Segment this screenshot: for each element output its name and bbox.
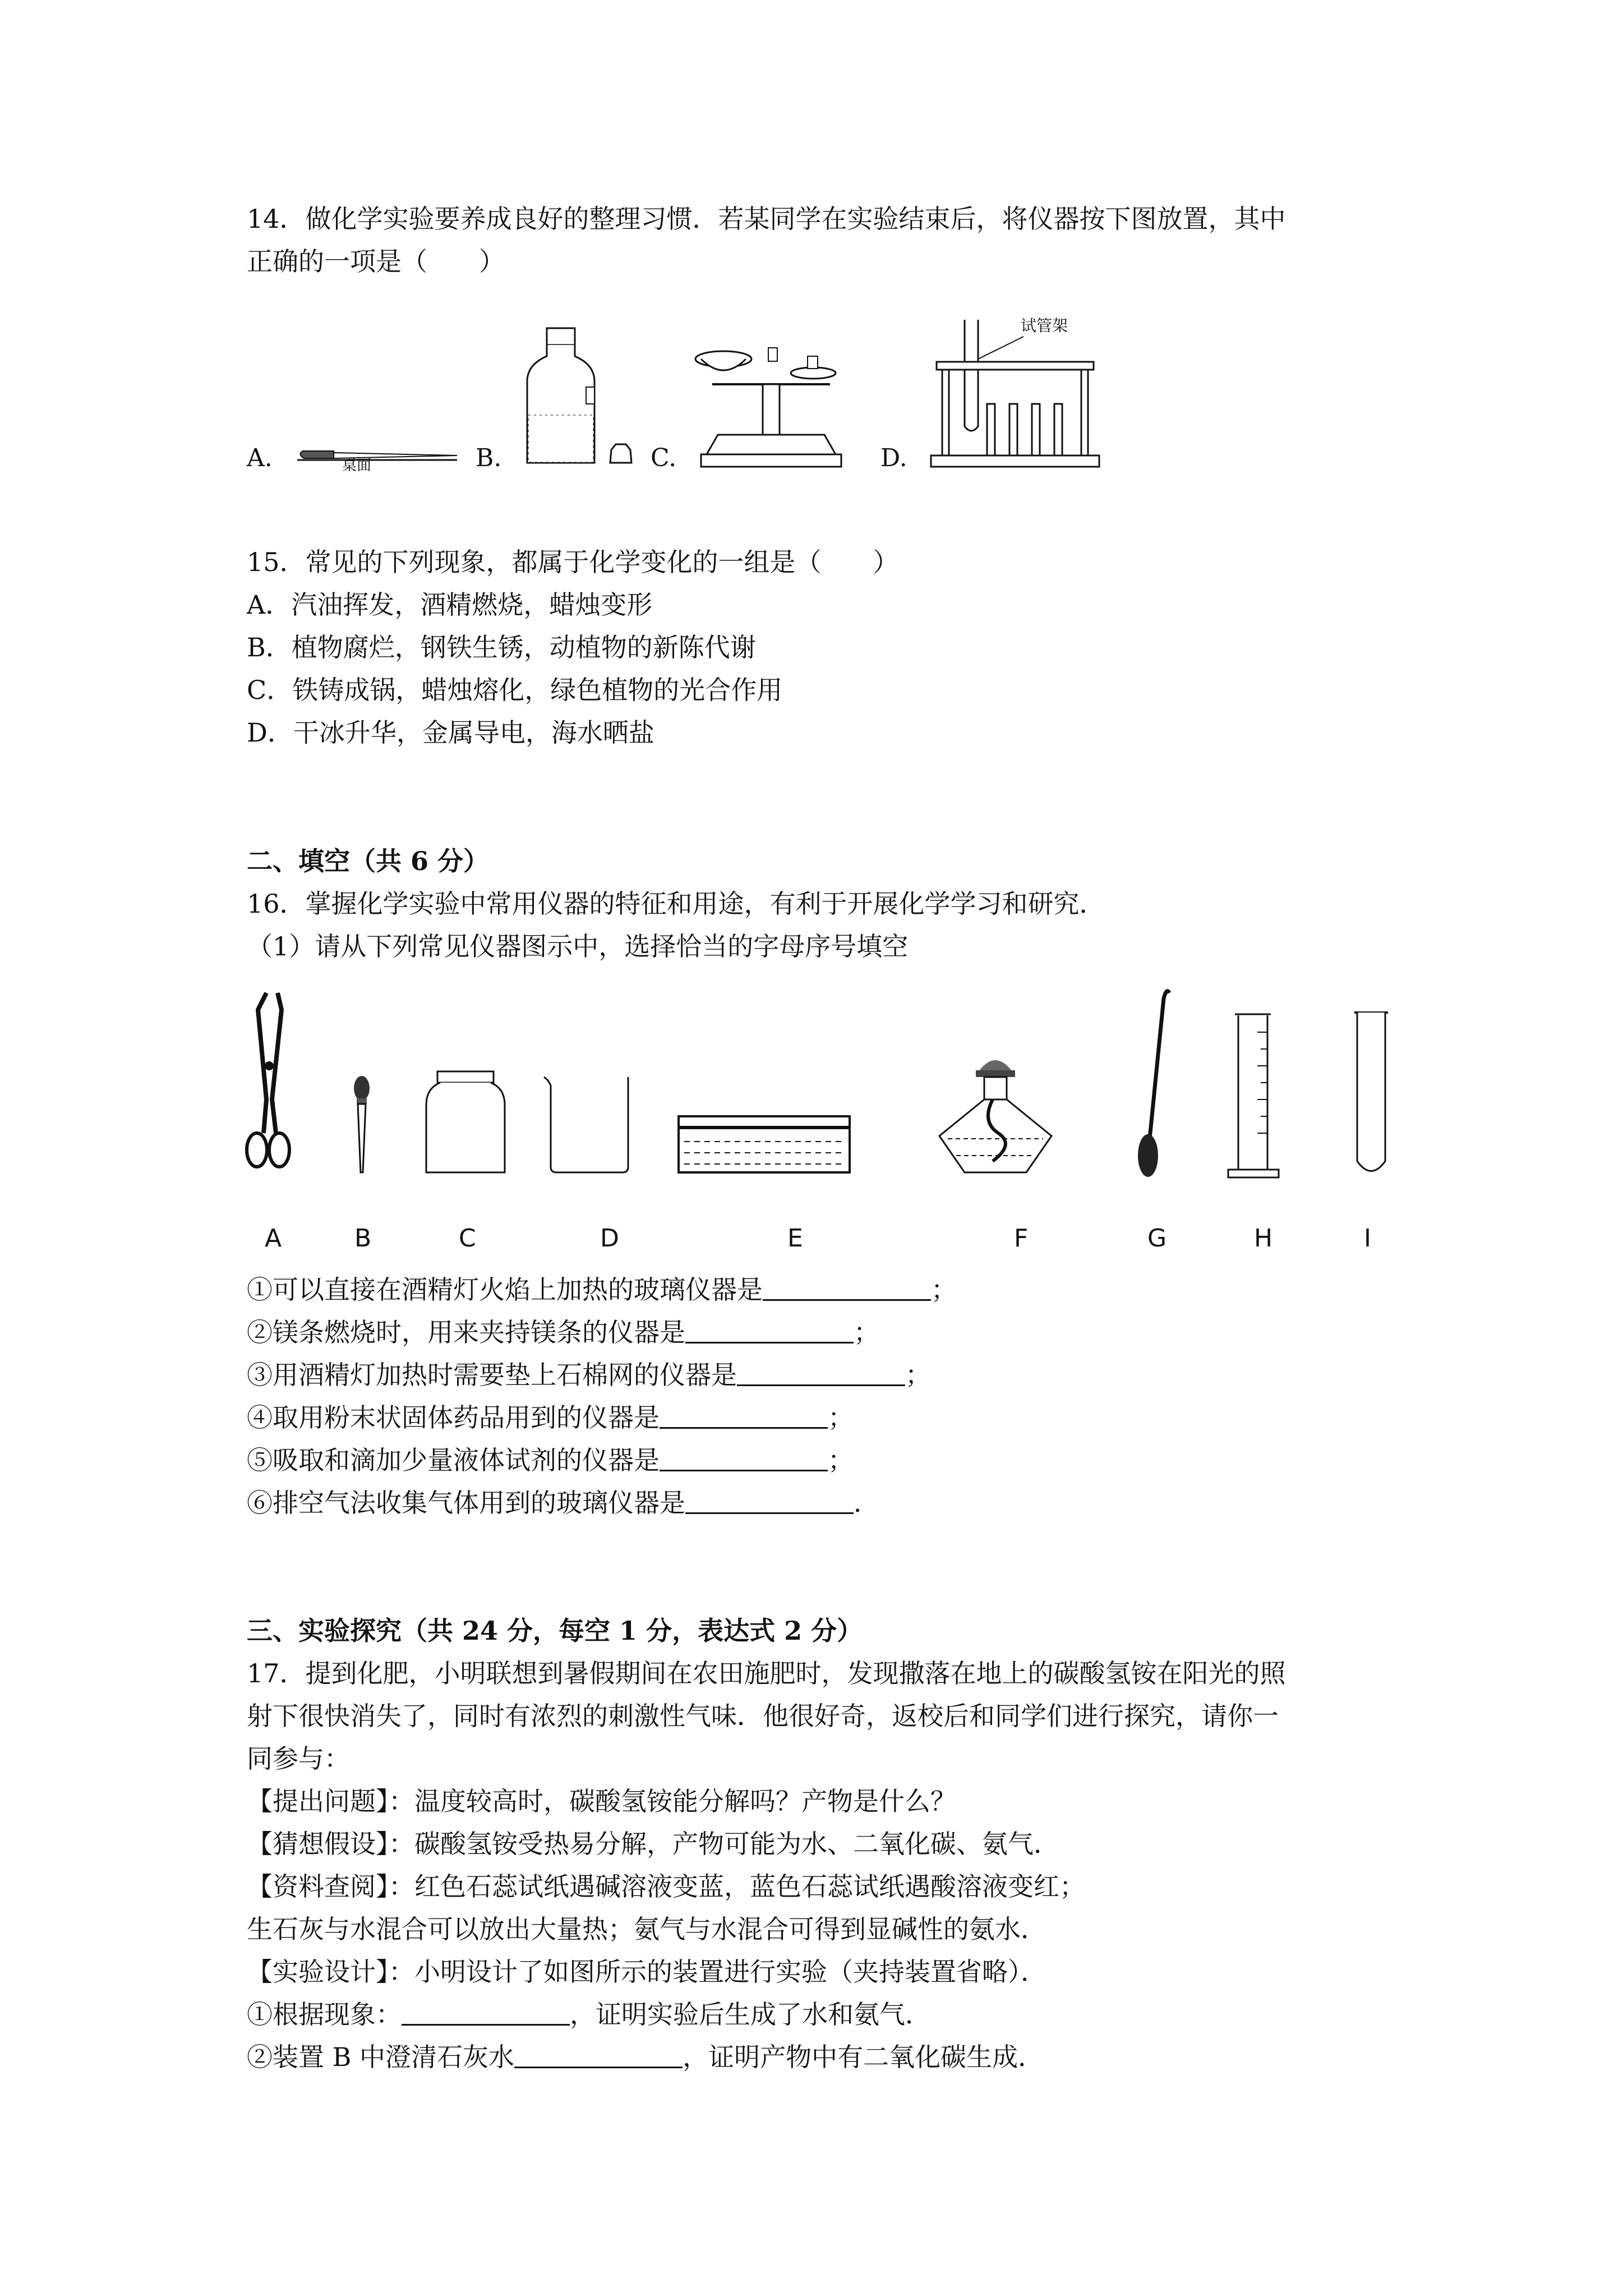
q16-item-2: ②镁条燃烧时，用来夹持镁条的仪器是 ； — [247, 1317, 879, 1347]
q16-item-1: ①可以直接在酒精灯火焰上加热的玻璃仪器是 ； — [247, 1274, 957, 1305]
instruments-figure — [241, 987, 1408, 1245]
q16-stem: 16．掌握化学实验中常用仪器的特征和用途，有利于开展化学学习和研究． — [247, 889, 1105, 919]
q17-line-1: 17．提到化肥，小明联想到暑假期间在农田施肥时，发现撒落在地上的碳酸氢铵在阳光的照 — [247, 1658, 1286, 1688]
q14-option-b-label: B. — [476, 444, 502, 472]
q14-stem-line2: 正确的一项是（ ） — [247, 246, 505, 277]
answer-blank-6[interactable] — [685, 1490, 854, 1514]
q17-line-8: 【实验设计】：小明设计了如图所示的装置进行实验（夹持装置省略）． — [247, 1957, 1046, 1987]
instrument-label-f: F — [1014, 1224, 1029, 1253]
q15-option-a: A．汽油挥发，酒精燃烧，蜡烛变形 — [247, 590, 653, 620]
q16-item-6: ⑥排空气法收集气体用到的玻璃仪器是 ． — [247, 1488, 879, 1518]
beaker-icon — [544, 1077, 628, 1172]
q17-line-2: 射下很快消失了，同时有浓烈的刺激性气味．他很好奇，返校后和同学们进行探究，请你一 — [247, 1701, 1279, 1731]
instrument-label-c: C — [459, 1224, 476, 1253]
q17-line-6: 【资料查阅】：红色石蕊试纸遇碱溶液变蓝，蓝色石蕊试纸遇酸溶液变红； — [247, 1871, 1085, 1902]
q14-option-a-label: A. — [247, 444, 273, 472]
graduated-cylinder-icon — [1228, 1014, 1279, 1177]
crucible-tongs-icon — [247, 993, 289, 1167]
dropper-on-desk-figure — [292, 443, 460, 474]
answer-blank-5[interactable] — [660, 1447, 828, 1471]
reagent-bottle-figure — [522, 325, 645, 471]
q14-option-c-label: C. — [651, 444, 677, 472]
q16-item-5: ⑤吸取和滴加少量液体试剂的仪器是 ； — [247, 1445, 854, 1475]
answer-blank-1[interactable] — [763, 1277, 931, 1301]
q17-answer-blank-1[interactable] — [402, 2001, 570, 2026]
instrument-label-b: B — [354, 1224, 372, 1253]
alcohol-lamp-icon — [939, 1060, 1052, 1172]
answer-blank-4[interactable] — [660, 1405, 828, 1429]
desk-label: 桌面 — [342, 457, 372, 474]
dropper-icon — [354, 1076, 370, 1172]
medicine-spoon-icon — [1138, 991, 1169, 1177]
q15-stem: 15．常见的下列现象，都属于化学变化的一组是（ ） — [247, 547, 899, 577]
section2-heading: 二、填空（共 6 分） — [247, 846, 490, 876]
q17-line-5: 【猜想假设】：碳酸氢铵受热易分解，产物可能为水、二氧化碳、氨气． — [247, 1829, 1059, 1859]
q15-option-d: D．干冰升华，金属导电，海水晒盐 — [247, 717, 654, 748]
q17-blank-line-1: ①根据现象： ，证明实验后生成了水和氨气． — [247, 1999, 931, 2030]
instrument-label-h: H — [1254, 1224, 1273, 1253]
q14-stem-line1: 14．做化学实验要养成良好的整理习惯．若某同学在实验结束后，将仪器按下图放置，其中 — [247, 204, 1286, 234]
q17-line-4: 【提出问题】：温度较高时，碳酸氢铵能分解吗？产物是什么？ — [247, 1786, 956, 1816]
water-trough-icon — [679, 1116, 850, 1172]
instrument-label-i: I — [1364, 1224, 1371, 1253]
test-tube-icon — [1354, 1013, 1388, 1171]
q17-answer-blank-2[interactable] — [514, 2044, 683, 2068]
q15-option-c: C．铁铸成锅，蜡烛熔化，绿色植物的光合作用 — [247, 675, 783, 705]
instrument-label-g: G — [1147, 1224, 1167, 1253]
balance-figure — [690, 342, 852, 471]
section3-heading: 三、实验探究（共 24 分，每空 1 分，表达式 2 分） — [247, 1616, 863, 1646]
instrument-label-d: D — [600, 1224, 619, 1253]
q16-item-4: ④取用粉末状固体药品用到的仪器是 ； — [247, 1402, 854, 1433]
rack-label: 试管架 — [1021, 316, 1068, 335]
q16-subquestion: （1）请从下列常见仪器图示中，选择恰当的字母序号填空 — [247, 931, 909, 961]
answer-blank-2[interactable] — [685, 1319, 854, 1343]
wide-mouth-bottle-icon — [426, 1071, 505, 1172]
q17-line-3: 同参与： — [247, 1743, 350, 1774]
q16-item-3: ③用酒精灯加热时需要垫上石棉网的仪器是 ； — [247, 1360, 931, 1390]
q17-blank-line-2: ②装置 B 中澄清石灰水 ，证明产物中有二氧化碳生成． — [247, 2042, 1044, 2072]
answer-blank-3[interactable] — [737, 1362, 905, 1386]
instrument-label-e: E — [787, 1224, 803, 1253]
instrument-label-a: A — [265, 1224, 282, 1253]
test-tube-rack-figure — [925, 309, 1105, 471]
q14-option-d-label: D. — [880, 444, 907, 472]
q15-option-b: B．植物腐烂，钢铁生锈，动植物的新陈代谢 — [247, 632, 756, 662]
q17-line-7: 生石灰与水混合可以放出大量热；氨气与水混合可得到显碱性的氨水． — [247, 1914, 1046, 1944]
